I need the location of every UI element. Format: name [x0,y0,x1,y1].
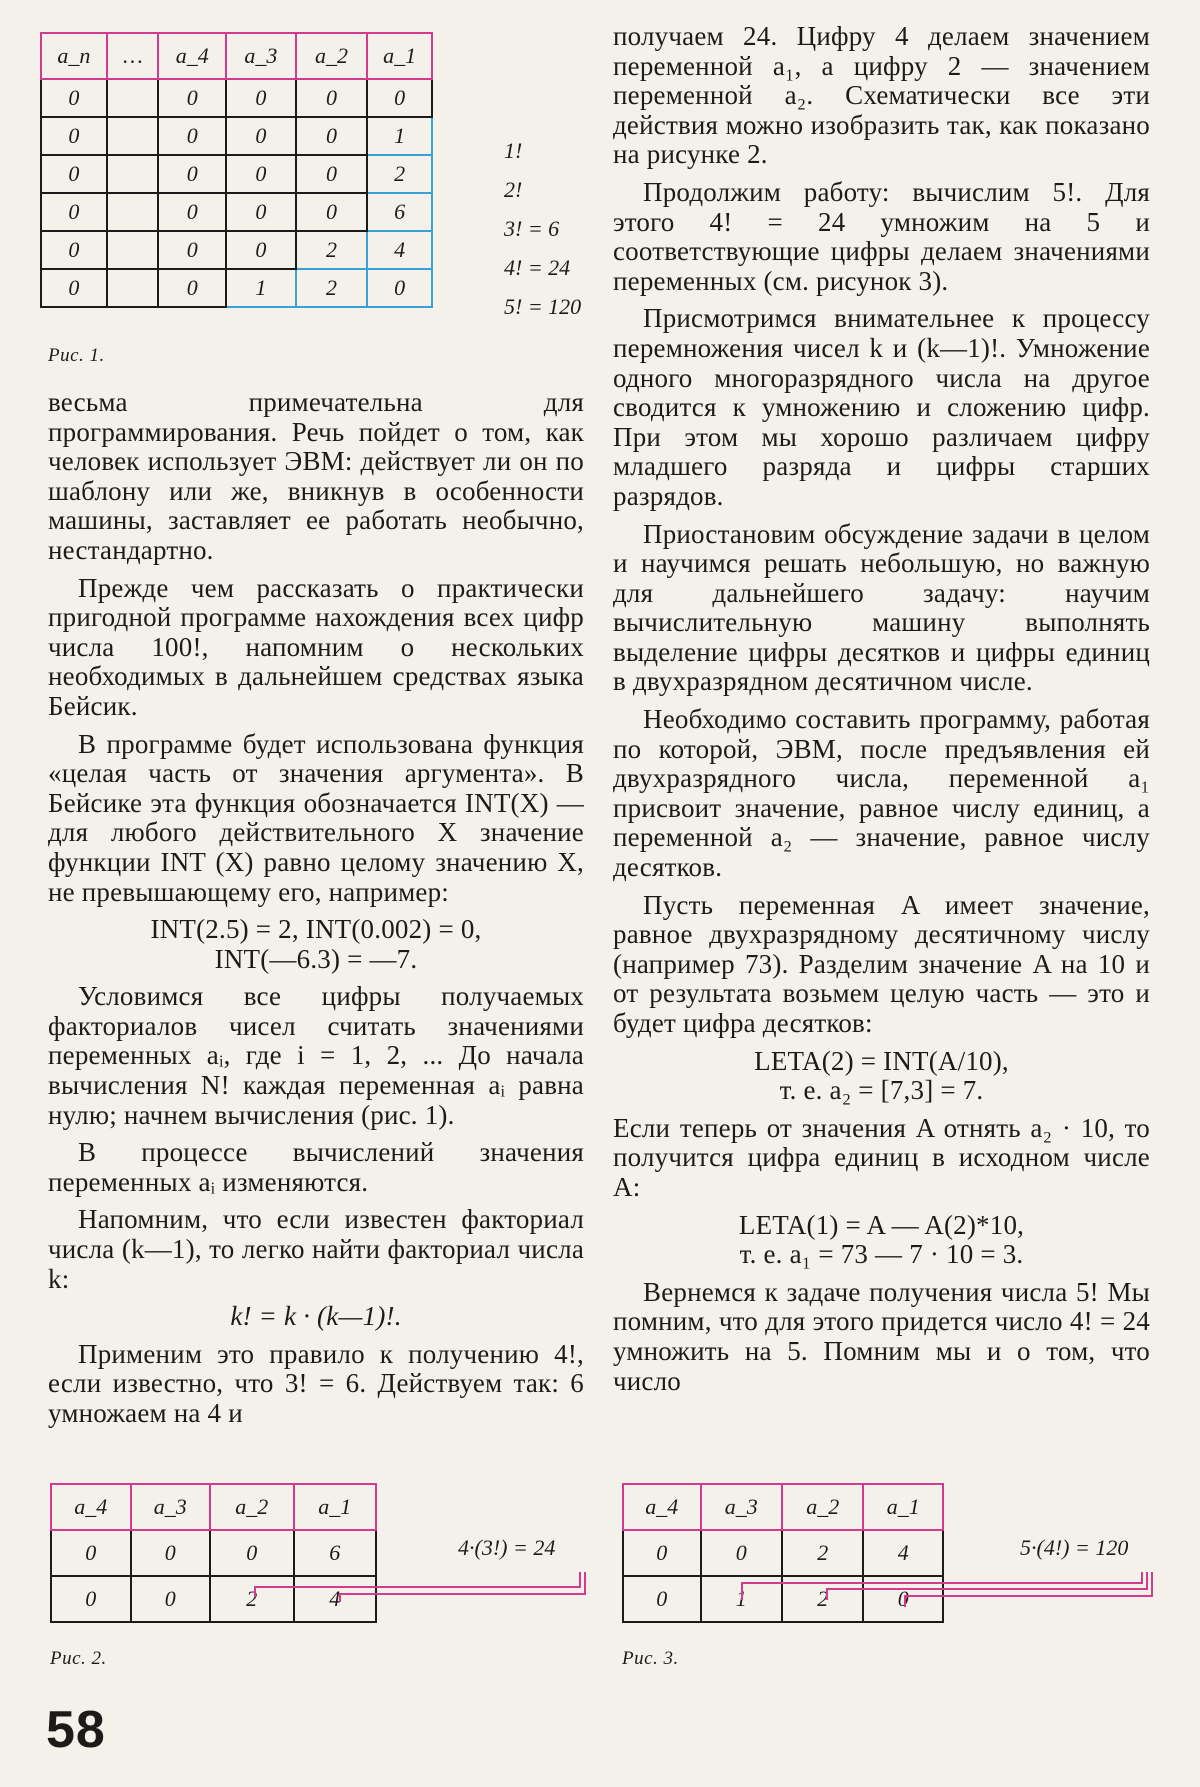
table-cell [107,269,159,307]
header-cell: a_n [41,33,107,79]
table-cell: 0 [863,1576,943,1622]
header-cell: a_1 [863,1484,943,1530]
header-cell: a_4 [158,33,226,79]
paragraph: Пусть переменная A имеет значение, равное двухразрядному десятичному числу (например 73). Разделим значение A на 10 и от результата возьмем целую часть — это и будет цифра десятков: [613,889,1150,1038]
table-cell: 4 [367,231,432,269]
table-cell: 0 [623,1576,701,1622]
figure-1-table [40,32,433,308]
formula-factorial-rule [48,1302,584,1332]
paragraph: Необходимо составить программу, работая по которой, ЭВМ, после предъявления ей двухразрядного числа, переменной a₁ присвоит значение, равное числу единиц, а переменной a₂ — значение, равное числу десятков. [613,704,1150,883]
table-cell [107,193,159,231]
table-cell: 0 [158,231,226,269]
table-cell: 0 [296,155,368,193]
paragraph: Напомним, что если известен факториал числа (k—1), то легко найти факториал числа k: [48,1204,584,1294]
table-cell: 0 [158,155,226,193]
table-cell [107,79,159,117]
table-cell [107,117,159,155]
table-cell: 2 [296,269,368,307]
table-cell: 2 [210,1576,293,1622]
paragraph: Условимся все цифры получаемых факториалов чисел считать значениями переменных aᵢ, где i = 1, 2, ... До начала вычисления N! каждая переменная aᵢ равна нулю; начнем вычисления (рис. 1). [48,981,584,1130]
header-cell: a_4 [51,1484,131,1530]
table-cell: 0 [226,79,296,117]
table-cell: 4 [863,1530,943,1576]
table-cell: 0 [701,1530,782,1576]
paragraph: получаем 24. Цифру 4 делаем значением переменной a₁, а цифру 2 — значением переменной a₂. Схематически все эти действия можно изобразить так, как показано на рисунке 2. [613,21,1150,170]
paragraph: Приостановим обсуждение задачи в целом и научимся решать небольшую, но важную для дальнейшего задачу: научим вычислительную машину выполнять выделение цифры десятков и цифры единиц в двухразрядном десятичном числе. [613,518,1150,697]
table-cell: 0 [158,193,226,231]
figure-2-caption: Рис. 2. [50,1648,107,1669]
factorial-label: 3! = 6 [504,216,560,241]
table-cell: 0 [51,1530,131,1576]
figure-3-header-row [623,1484,943,1530]
table-row [623,1530,943,1576]
table-row [41,79,432,117]
paragraph: Продолжим работу: вычислим 5!. Для этого 4! = 24 умножим на 5 и соответствующие цифры делаем значениями переменных (см. рисунок 3). [613,176,1150,296]
table-cell: 2 [367,155,432,193]
formula-units-digit [613,1211,1150,1270]
formula-line: INT(2.5) = 2, INT(0.002) = 0, [150,914,482,945]
table-cell: 6 [294,1530,377,1576]
table-cell: 0 [158,269,226,307]
factorial-label: 1! [504,138,523,163]
formula-line: LETA(2) = INT(A/10), [754,1045,1009,1076]
table-row [51,1576,376,1622]
header-cell: a_3 [226,33,296,79]
table-cell: 0 [296,193,368,231]
table-cell: 0 [41,269,107,307]
figure-3-caption: Рис. 3. [622,1648,679,1669]
paragraph: Применим это правило к получению 4!, если известно, что 3! = 6. Действуем так: 6 умножаем на 4 и [48,1338,584,1428]
paragraph: Если теперь от значения A отнять a₂ · 10, то получится цифра единиц в исходном числе A: [613,1112,1150,1202]
figure-3-table [622,1483,944,1623]
table-cell [107,231,159,269]
header-cell: a_1 [367,33,432,79]
header-cell: a_3 [701,1484,782,1530]
table-cell: 0 [210,1530,293,1576]
header-cell: … [107,33,159,79]
table-row [51,1530,376,1576]
table-row [41,155,432,193]
table-cell: 0 [226,155,296,193]
header-cell: a_2 [782,1484,863,1530]
table-cell: 0 [131,1530,211,1576]
figure-2-formula: 4·(3!) = 24 [458,1535,556,1560]
table-cell: 0 [226,193,296,231]
formula-tens-digit [613,1047,1150,1106]
table-cell: 0 [41,79,107,117]
table-cell: 6 [367,193,432,231]
table-row [41,193,432,231]
table-cell: 0 [158,79,226,117]
table-cell: 0 [367,269,432,307]
table-row [623,1576,943,1622]
table-cell: 1 [226,269,296,307]
table-cell: 2 [296,231,368,269]
table-cell: 0 [226,231,296,269]
table-cell: 0 [41,117,107,155]
factorial-label: 4! = 24 [504,255,571,280]
paragraph: весьма примечательна для программирования. Речь пойдет о том, как человек использует ЭВМ: действует ли он по шаблону или же, вникнув в особенности машины, заставляет ее работать необычно, нестандартно. [48,387,584,565]
table-cell: 1 [367,117,432,155]
header-cell: a_4 [623,1484,701,1530]
table-cell: 4 [294,1576,377,1622]
table-cell: 2 [782,1530,863,1576]
table-cell: 0 [367,79,432,117]
figure-1-caption: Рис. 1. [48,345,105,366]
table-cell: 0 [41,193,107,231]
table-cell: 0 [131,1576,211,1622]
table-cell: 0 [41,155,107,193]
table-cell: 0 [296,79,368,117]
formula-line: т. е. a₁ = 73 — 7 · 10 = 3. [739,1239,1024,1270]
paragraph: Вернемся к задаче получения числа 5! Мы помним, что для этого придется число 4! = 24 умножить на 5. Помним мы и о том, что число [613,1276,1150,1396]
header-cell: a_2 [296,33,368,79]
figure-2-table [50,1483,377,1623]
formula-line: INT(—6.3) = —7. [214,943,418,974]
table-cell: 0 [296,117,368,155]
table-cell: 2 [782,1576,863,1622]
header-cell: a_2 [210,1484,293,1530]
factorial-label: 2! [504,177,523,202]
factorial-label: 5! = 120 [504,294,582,319]
figure-2-header-row [51,1484,376,1530]
right-text-column [613,22,1150,1404]
table-cell: 0 [226,117,296,155]
paragraph: В процессе вычислений значения переменных aᵢ изменяются. [48,1137,584,1197]
formula-line: k! = k · (k—1)!. [230,1301,402,1332]
table-cell: 0 [51,1576,131,1622]
table-cell: 0 [41,231,107,269]
table-cell: 0 [158,117,226,155]
formula-int-examples [48,915,584,974]
table-row [41,231,432,269]
paragraph: В программе будет использована функция «целая часть от значения аргумента». В Бейсике эта функция обозначается INT(X) — для любого действительного X значение функции INT (X) равно целому значению X, не превышающему его, например: [48,728,584,907]
figure-3-formula: 5·(4!) = 120 [1020,1535,1129,1560]
header-cell: a_1 [294,1484,377,1530]
table-row [41,269,432,307]
left-text-column [48,388,584,1437]
table-cell [107,155,159,193]
table-row [41,117,432,155]
table-cell: 0 [623,1530,701,1576]
paragraph: Присмотримся внимательнее к процессу перемножения чисел k и (k—1)!. Умножение одного многоразрядного числа на другое сводится к умножению и сложению цифр. При этом мы хорошо различаем цифру младшего разряда и цифры старших разрядов. [613,303,1150,511]
paragraph: Прежде чем рассказать о практически пригодной программе нахождения всех цифр числа 100!, напомним о нескольких необходимых в дальнейшем средствах языка Бейсик. [48,572,584,721]
table-cell: 1 [701,1576,782,1622]
formula-line: т. е. a₂ = [7,3] = 7. [779,1075,984,1106]
page-number: 58 [46,1701,106,1759]
formula-line: LETA(1) = A — A(2)*10, [738,1209,1025,1240]
header-cell: a_3 [131,1484,211,1530]
figure-1-header-row [41,33,432,79]
